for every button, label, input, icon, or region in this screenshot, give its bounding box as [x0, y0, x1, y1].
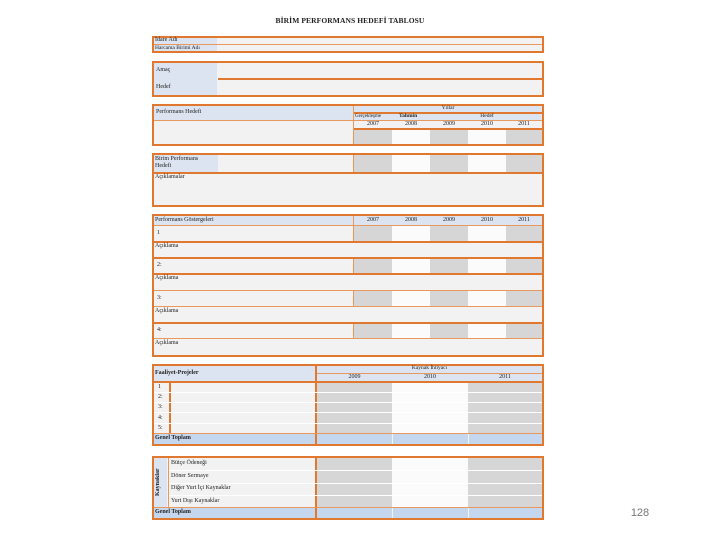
value-cell[interactable]	[430, 324, 468, 338]
year-2011: 2011	[518, 217, 530, 223]
gostergeler-label: Performans Göstergeleri	[155, 217, 214, 223]
value-cell[interactable]	[392, 155, 430, 172]
document-title: BİRİM PERFORMANS HEDEFİ TABLOSU	[275, 16, 425, 25]
value-cell[interactable]	[392, 403, 468, 412]
indicator-number: 3:	[157, 295, 162, 301]
value-cell[interactable]	[468, 291, 506, 306]
total-cell[interactable]	[469, 434, 542, 444]
aciklama-label: Açıklama	[155, 275, 179, 281]
value-cell[interactable]	[468, 259, 506, 273]
yillar-label: Yıllar	[441, 105, 455, 111]
value-cell[interactable]	[392, 393, 468, 402]
value-cell[interactable]	[506, 324, 542, 338]
project-number: 4:	[158, 415, 163, 421]
value-cell[interactable]	[317, 424, 392, 433]
birim-label-line2: Hedefi	[155, 163, 172, 169]
value-cell[interactable]	[430, 259, 468, 273]
value-cell[interactable]	[392, 424, 468, 433]
hedef-years-label: Hedef	[480, 113, 494, 119]
aciklama-label: Açıklama	[155, 308, 179, 314]
year-2009: 2009	[348, 374, 361, 380]
project-field[interactable]	[171, 424, 315, 433]
idare-adi-field[interactable]	[218, 38, 542, 44]
year-2008: 2008	[405, 217, 417, 223]
total-cell[interactable]	[317, 434, 392, 444]
value-cell[interactable]	[506, 291, 542, 306]
value-cell[interactable]	[468, 413, 542, 423]
project-number: 2:	[158, 394, 163, 400]
total-cell[interactable]	[393, 508, 468, 518]
value-cell[interactable]	[317, 458, 392, 470]
value-cell[interactable]	[392, 383, 468, 392]
value-cell[interactable]	[506, 259, 542, 273]
birim-label-line1: Birim Performans	[155, 156, 199, 162]
value-cell[interactable]	[354, 155, 392, 172]
source-label: Döner Sermaye	[171, 473, 209, 479]
value-cell[interactable]	[468, 393, 542, 402]
year-2009: 2009	[443, 121, 455, 127]
value-cell[interactable]	[506, 226, 542, 241]
genel-toplam-label: Genel Toplam	[155, 509, 191, 515]
project-number: 1	[158, 384, 161, 390]
divider	[154, 273, 542, 275]
value-cell[interactable]	[392, 130, 430, 144]
value-cell[interactable]	[317, 393, 392, 402]
value-cell[interactable]	[430, 226, 468, 241]
value-cell[interactable]	[354, 291, 392, 306]
project-field[interactable]	[171, 383, 315, 392]
harcama-birimi-label: Harcama Birimi Adı	[155, 45, 200, 51]
value-cell[interactable]	[392, 413, 468, 423]
harcama-birimi-field[interactable]	[218, 45, 542, 51]
value-cell[interactable]	[392, 259, 430, 273]
value-cell[interactable]	[430, 291, 468, 306]
value-cell[interactable]	[392, 291, 430, 306]
source-label: Yurt Dışı Kaynaklar	[171, 498, 220, 504]
value-cell[interactable]	[468, 458, 542, 470]
year-2007: 2007	[367, 217, 379, 223]
value-cell[interactable]	[468, 130, 506, 144]
value-cell[interactable]	[468, 155, 506, 172]
divider	[154, 241, 542, 243]
value-cell[interactable]	[354, 130, 392, 144]
value-cell[interactable]	[392, 458, 468, 470]
divider	[154, 172, 542, 174]
value-cell[interactable]	[430, 130, 468, 144]
value-cell[interactable]	[392, 496, 468, 507]
amac-label: Amaç	[156, 67, 171, 73]
year-2010: 2010	[424, 374, 436, 380]
value-cell[interactable]	[506, 130, 542, 144]
value-cell[interactable]	[392, 484, 468, 495]
value-cell[interactable]	[317, 484, 392, 495]
value-cell[interactable]	[317, 471, 392, 483]
aciklama-label: Açıklama	[155, 243, 179, 249]
value-cell[interactable]	[392, 324, 430, 338]
value-cell[interactable]	[468, 226, 506, 241]
performans-hedefi-field[interactable]	[154, 121, 353, 144]
year-2010: 2010	[481, 121, 493, 127]
faaliyet-label: Faaliyet-Projeler	[155, 370, 199, 376]
project-number: 5:	[158, 425, 163, 431]
value-cell[interactable]	[354, 259, 392, 273]
indicator-number: 1	[157, 230, 160, 236]
value-cell[interactable]	[317, 496, 392, 507]
hedef-label: Hedef	[156, 84, 171, 90]
value-cell[interactable]	[468, 424, 542, 433]
source-label: Bütçe Ödeneği	[171, 460, 207, 466]
page-number: 128	[630, 507, 650, 519]
divider	[154, 338, 542, 339]
indicator-number: 2:	[157, 262, 162, 268]
value-cell[interactable]	[468, 403, 542, 412]
total-cell[interactable]	[393, 434, 468, 444]
kaynak-ihtiyaci-label: Kaynak İhtiyacı	[411, 365, 448, 371]
project-field[interactable]	[171, 413, 315, 423]
project-field[interactable]	[171, 393, 315, 402]
value-cell[interactable]	[468, 471, 542, 483]
value-cell[interactable]	[317, 403, 392, 412]
year-2011: 2011	[518, 121, 530, 127]
year-2007: 2007	[367, 121, 379, 127]
genel-toplam-label: Genel Toplam	[155, 435, 191, 441]
value-cell[interactable]	[354, 226, 392, 241]
hedef-field[interactable]	[218, 80, 542, 95]
year-2008: 2008	[405, 121, 417, 127]
amac-field[interactable]	[218, 63, 542, 78]
value-cell[interactable]	[430, 155, 468, 172]
value-cell[interactable]	[506, 155, 542, 172]
value-cell[interactable]	[468, 496, 542, 507]
idare-adi-label: İdare Adı	[155, 37, 178, 43]
value-cell[interactable]	[392, 226, 430, 241]
project-number: 3:	[158, 404, 163, 410]
value-cell[interactable]	[317, 383, 392, 392]
tahmin-label: Tahmin	[399, 113, 418, 119]
year-2010: 2010	[481, 217, 493, 223]
value-cell[interactable]	[468, 484, 542, 495]
aciklamalar-field[interactable]	[154, 182, 542, 205]
aciklama-label: Açıklama	[155, 340, 179, 346]
total-cell[interactable]	[469, 508, 542, 518]
value-cell[interactable]	[317, 413, 392, 423]
value-cell[interactable]	[354, 324, 392, 338]
performans-hedefi-label: Performans Hedefi	[156, 109, 202, 115]
value-cell[interactable]	[468, 324, 506, 338]
total-cell[interactable]	[317, 508, 392, 518]
aciklamalar-label: Açıklamalar	[155, 174, 185, 180]
source-label: Diğer Yurt İçi Kaynaklar	[171, 485, 231, 491]
value-cell[interactable]	[468, 383, 542, 392]
indicator-number: 4:	[157, 327, 162, 333]
gerceklesme-label: Gerçekleşme	[355, 114, 382, 119]
kaynaklar-vertical-label: Kaynaklar	[155, 468, 161, 497]
year-2011: 2011	[499, 374, 511, 380]
value-cell[interactable]	[392, 471, 468, 483]
project-field[interactable]	[171, 403, 315, 412]
year-2009: 2009	[443, 217, 455, 223]
divider	[154, 306, 542, 307]
